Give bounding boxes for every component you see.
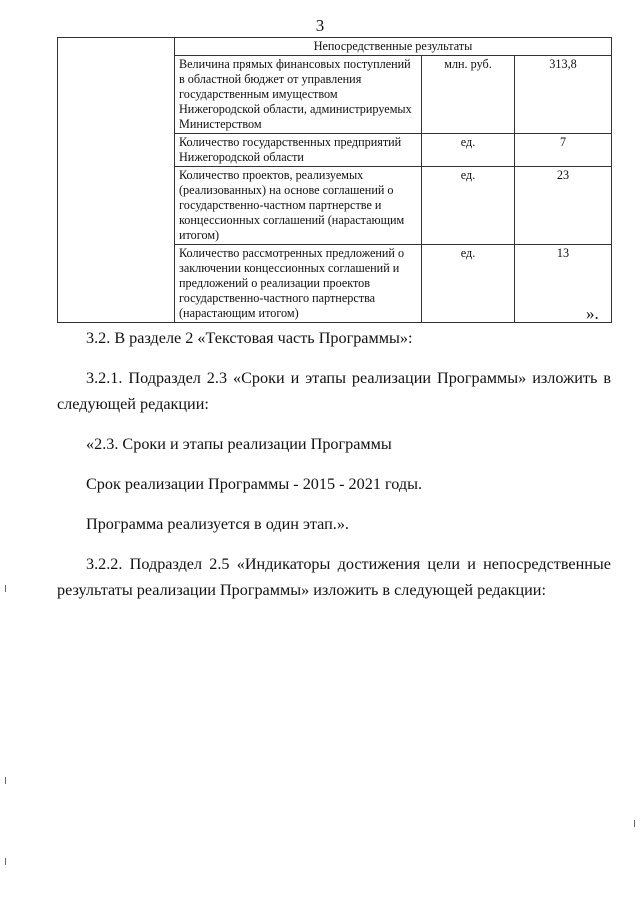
table-section-row (58, 38, 612, 56)
unit-cell: ед. (422, 167, 515, 245)
paragraph-section-3-2-1: 3.2.1. Подраздел 2.3 «Сроки и этапы реализации Программы» изложить в следующей редакции: (57, 369, 611, 413)
unit-cell: ед. (422, 245, 515, 323)
indicator-cell: Количество рассмотренных предложений о заключении концессионных соглашений и предложений о реализации проектов государственно-частного партнерства (нарастающим итогом) (175, 245, 422, 323)
results-table (57, 37, 612, 323)
margin-scan-mark (5, 858, 6, 865)
indicator-cell: Количество государственных предприятий Нижегородской области (175, 134, 422, 167)
value-cell: 23 (515, 167, 612, 245)
closing-quote-mark: ». (586, 304, 599, 323)
page-number: 3 (315, 16, 325, 35)
indicator-cell: Количество проектов, реализуемых (реализованных) на основе соглашений о государственно-частном партнерстве и концессионных соглашений (нарастающим итогом) (175, 167, 422, 245)
margin-scan-mark (5, 585, 6, 592)
value-cell: 313,8 (515, 56, 612, 134)
paragraph-section-3-2-2: 3.2.2. Подраздел 2.5 «Индикаторы достижения цели и непосредственные результаты реализации Программы» изложить в следующей редакции: (57, 555, 611, 599)
unit-cell: млн. руб. (422, 56, 515, 134)
paragraph-single-stage: Программа реализуется в один этап.». (86, 515, 349, 533)
body-text (57, 325, 611, 603)
section-title: Непосредственные результаты (175, 38, 612, 56)
value-cell: 13 (515, 245, 612, 323)
empty-left-cell (58, 38, 175, 323)
value-cell: 7 (515, 134, 612, 167)
unit-cell: ед. (422, 134, 515, 167)
margin-scan-mark (634, 820, 635, 827)
indicator-cell: Величина прямых финансовых поступлений в областной бюджет от управления государственным имуществом Нижегородской области, администрируемых Министерством (175, 56, 422, 134)
paragraph-program-term: Срок реализации Программы - 2015 - 2021 годы. (86, 475, 423, 493)
paragraph-section-3-2: 3.2. В разделе 2 «Текстовая часть Программы»: (86, 329, 413, 347)
margin-scan-mark (5, 777, 6, 784)
paragraph-subsection-2-3-title: «2.3. Сроки и этапы реализации Программы (86, 435, 392, 453)
